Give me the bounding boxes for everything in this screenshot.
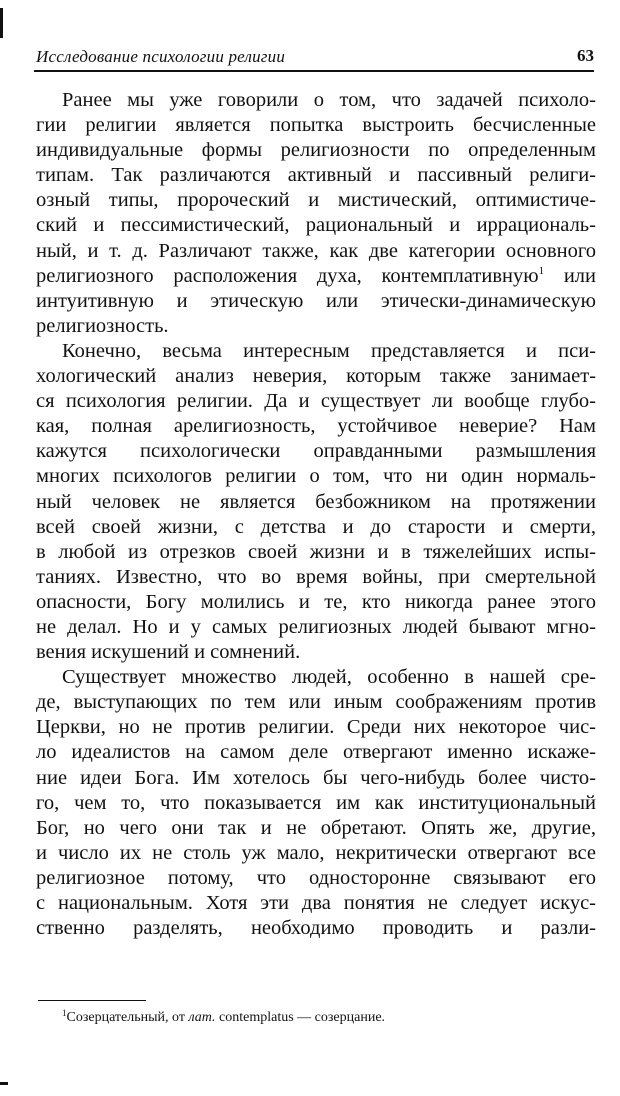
text-line: таниях. Известно, что во время войны, при смертельной: [36, 565, 596, 588]
text-line: Конечно, весьма интересным представляется и пси-: [62, 339, 596, 362]
text-line: ние идеи Бога. Им хотелось бы чего-нибудь более чисто-: [36, 766, 596, 789]
text-line: ский и пессимистический, рациональный и иррациональ-: [36, 214, 596, 237]
footnote-rule: [38, 1000, 146, 1001]
footnote-text: Созерцательный, от: [66, 1010, 189, 1025]
running-head: [34, 46, 594, 70]
page-number: 63: [577, 46, 594, 65]
body-text: [36, 88, 596, 941]
text-line: с национальным. Хотя эти два понятия не следует искус-: [36, 892, 596, 914]
footnote-reference[interactable]: 1: [538, 264, 545, 277]
footnote: [62, 1010, 385, 1026]
text-line: ный человек не является безбожником на протяжении: [36, 490, 596, 513]
text-line: вения искушений и сомнений.: [36, 641, 301, 664]
text-line: и число их не столь уж мало, некритически отвергают все: [36, 841, 596, 864]
text-line: многих психологов религии о том, что ни один нормаль-: [36, 465, 596, 488]
text-line: хологический анализ неверия, которым также занимает-: [36, 365, 596, 388]
text-line: ственно разделять, необходимо проводить и разли-: [36, 917, 596, 940]
text-line: ло идеалистов на самом деле отвергают именно искаже-: [36, 741, 596, 764]
text-line: всей своей жизни, с детства и до старости и смерти,: [36, 515, 596, 538]
text-line: озный типы, пророческий и мистический, оптимистиче-: [36, 189, 596, 212]
text-segment: или: [544, 264, 597, 287]
paragraph-2: [36, 339, 596, 665]
running-title: Исследование психологии религии: [36, 47, 286, 66]
text-line: кажутся психологически оправданными размышления: [36, 440, 596, 463]
text-line: религиозное потому, что односторонне связывают его: [36, 866, 596, 889]
footnote-text: contemplatus — созерцание.: [215, 1010, 386, 1025]
text-line: де, выступающих по тем или иным соображениям против: [36, 691, 596, 714]
text-line: в любой из отрезков своей жизни и в тяжелейших испы-: [36, 540, 596, 563]
text-line: Церкви, но не против религии. Среди них некоторое чис-: [36, 716, 596, 739]
text-line: не делал. Но и у самых религиозных людей бывают мгно-: [36, 615, 596, 638]
paragraph-3: [36, 665, 596, 941]
text-line-with-footnote: [36, 264, 596, 289]
text-line: опасности, Богу молились и те, кто никогда ранее этого: [36, 590, 596, 613]
text-line: Ранее мы уже говорили о том, что задачей психоло-: [62, 89, 596, 111]
text-line: Бог, но чего они так и не обретают. Опять же, другие,: [36, 816, 596, 839]
text-line: индивидуальные формы религиозности по определенным: [36, 139, 596, 162]
scan-edge-mark: [0, 1082, 8, 1085]
text-line: го, чем то, что показывается им как институциональный: [36, 791, 596, 814]
text-line: кая, полная арелигиозность, устойчивое неверие? Нам: [36, 415, 596, 438]
text-line: ся психология религии. Да и существует ли вообще глубо-: [36, 390, 596, 413]
text-line: ный, и т. д. Различают также, как две категории основного: [36, 239, 596, 262]
text-line: гии религии является попытка выстроить бесчисленные: [36, 114, 596, 137]
paragraph-1: [36, 88, 596, 339]
scan-edge-mark: [0, 8, 3, 38]
text-line: Существует множество людей, особенно в нашей сре-: [62, 666, 596, 689]
footnote-marker: 1: [62, 1008, 67, 1018]
text-line: интуитивную и этическую или этически-динамическую: [36, 289, 596, 312]
header-rule: [34, 70, 594, 72]
text-segment: религиозного расположения духа, контемплативную: [36, 264, 539, 287]
footnote-abbreviation: лат.: [188, 1010, 216, 1025]
text-line: типам. Так различаются активный и пассивный религи-: [36, 164, 596, 187]
text-line: религиозность.: [36, 314, 169, 337]
